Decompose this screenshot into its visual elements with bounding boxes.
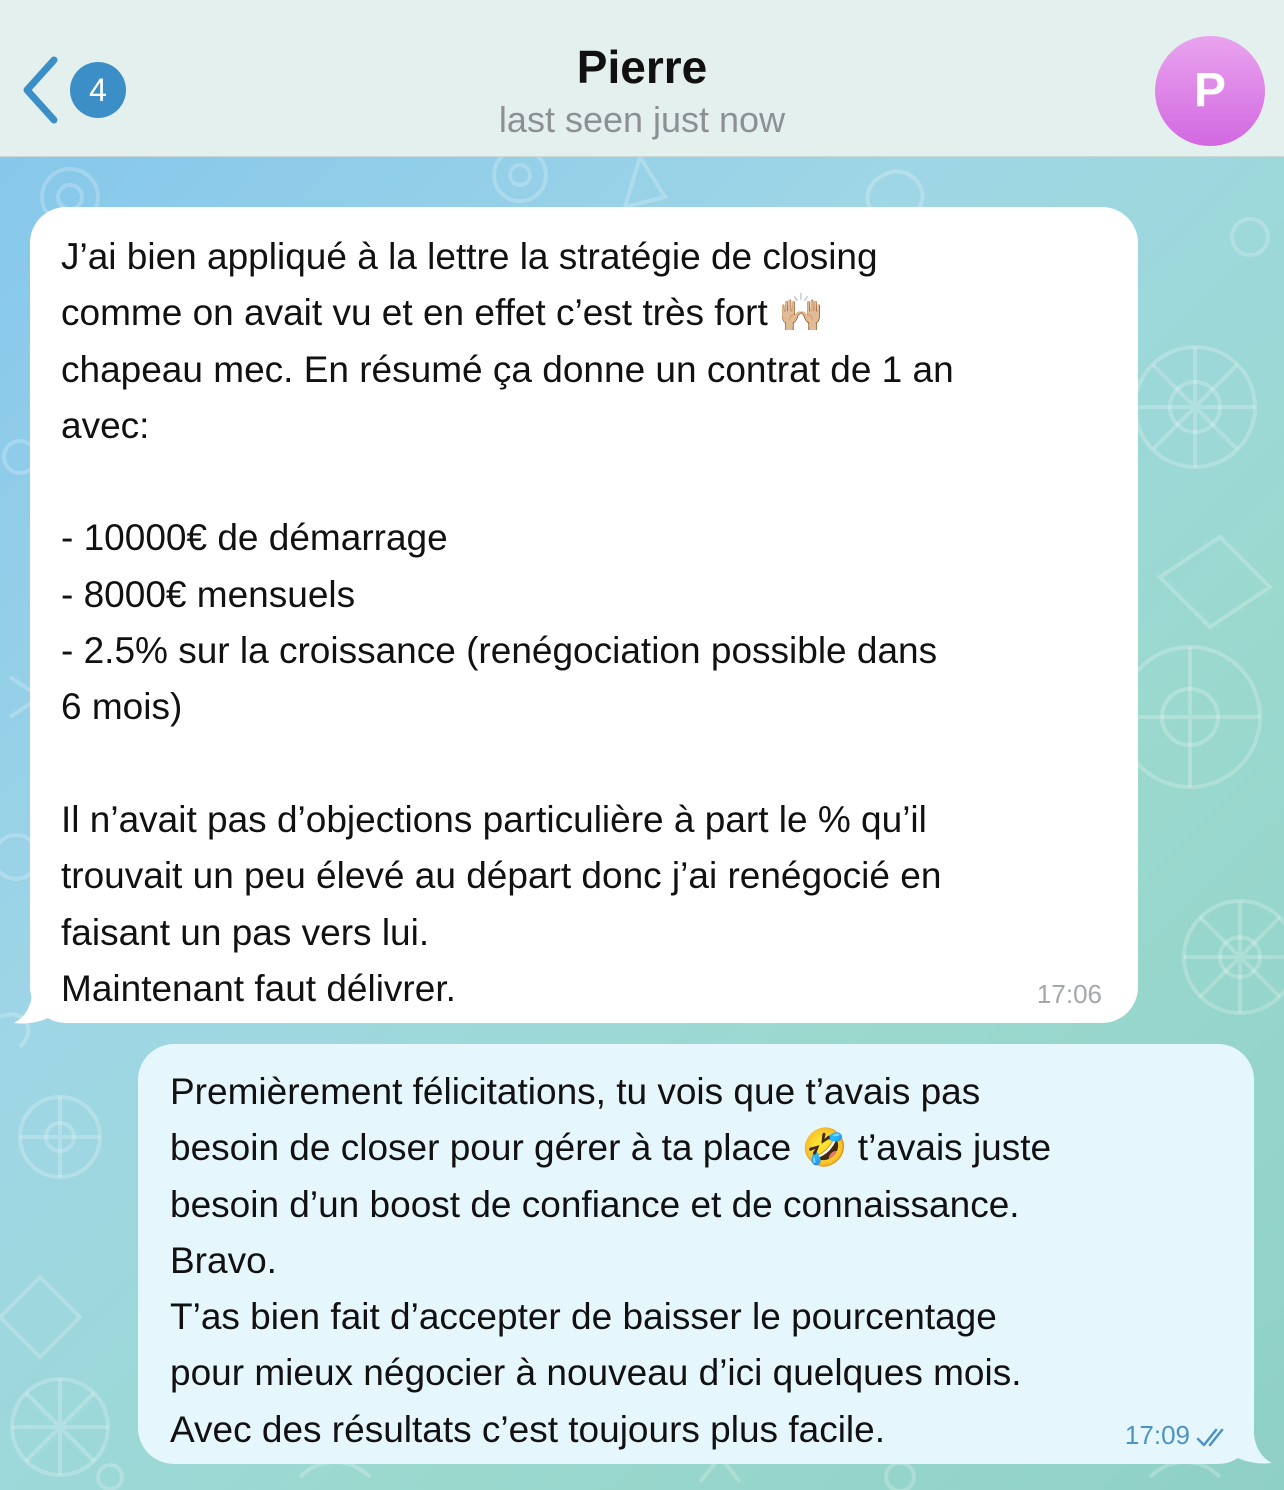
unread-count-badge: 4 [70,62,126,118]
contact-status: last seen just now [498,99,786,140]
contact-name[interactable]: Pierre [576,41,708,93]
avatar[interactable]: P [1155,36,1265,146]
message-text: Premièrement félicitations, tu vois que t’avais pas besoin de closer pour gérer à ta place 🤣 t’avais juste besoin d’un boost de confiance et de connaissance. Bravo. T’as bien fait d’accepter de baisser le pourcentage pour mieux négocier à nouveau d’ici quelques mois. Avec des résultats c’est toujours plus facile. [170,1071,1052,1450]
message-text: J’ai bien appliqué à la lettre la stratégie de closing comme on avait vu et en effet c’est très fort 🙌🏼 chapeau mec. En résumé ça donne un contrat de 1 an avec: - 10000€ de démarrage - 8000€ mensuels - 2.5% sur la croissance (renégociation possible dans 6 mois) Il n’avait pas d’objections particulière à part le % qu’il trouvait un peu élevé au départ donc j’ai renégocié en faisant un pas vers lui. Maintenant faut délivrer. [61,236,954,1009]
chat-header [0,0,1284,157]
chat-area[interactable] [0,157,1284,1490]
incoming-message[interactable] [30,207,1138,1023]
double-check-icon [1196,1426,1232,1450]
outgoing-message[interactable] [138,1044,1254,1464]
message-time: 17:06 [1036,979,1102,1009]
message-time: 17:09 [1124,1420,1190,1450]
